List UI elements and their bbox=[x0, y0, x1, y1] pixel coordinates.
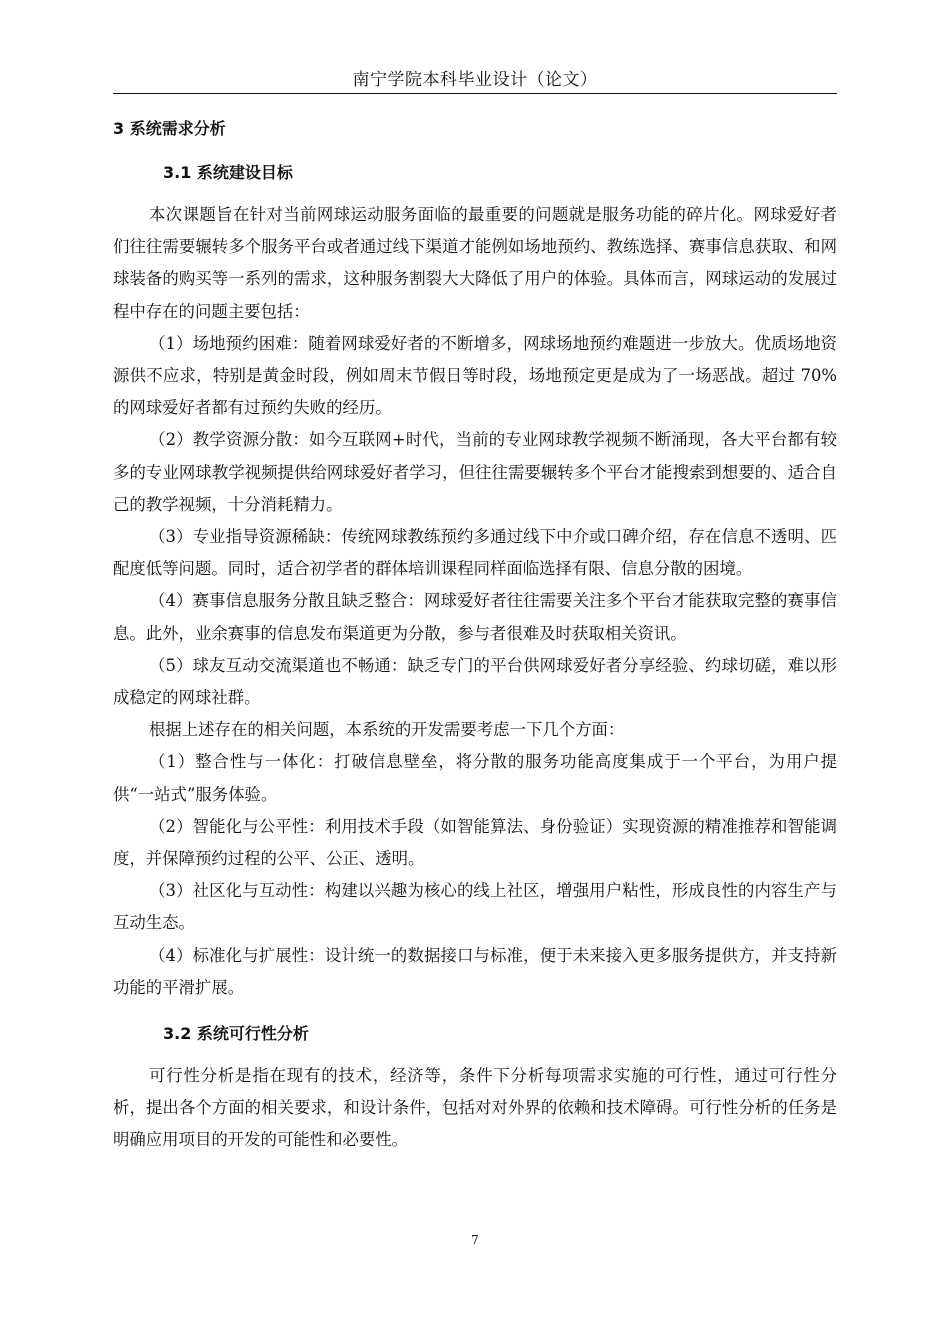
page-body bbox=[113, 113, 837, 1157]
paragraph: （4）标准化与扩展性：设计统一的数据接口与标准，便于未来接入更多服务提供方，并支持新功能的平滑扩展。 bbox=[113, 945, 837, 997]
section-title-3-2: 3.2 系统可行性分析 bbox=[163, 1024, 309, 1044]
page-header: 南宁学院本科毕业设计（论文） bbox=[352, 70, 598, 90]
header-rule bbox=[113, 93, 837, 94]
paragraph: （5）球友互动交流渠道也不畅通：缺乏专门的平台供网球爱好者分享经验、约球切磋，难以形成稳定的网球社群。 bbox=[113, 655, 837, 708]
paragraph: （2）智能化与公平性：利用技术手段（如智能算法、身份验证）实现资源的精准推荐和智能调度，并保障预约过程的公平、公正、透明。 bbox=[113, 816, 837, 869]
paragraph: （2）教学资源分散：如今互联网+时代，当前的专业网球教学视频不断涌现，各大平台都有较多的专业网球教学视频提供给网球爱好者学习，但往往需要辗转多个平台才能搜索到想要的、适合自己的教学视频，十分消耗精力。 bbox=[113, 430, 837, 514]
paragraph: （3）专业指导资源稀缺：传统网球教练预约多通过线下中介或口碑介绍，存在信息不透明、匹配度低等问题。同时，适合初学者的群体培训课程同样面临选择有限、信息分散的困境。 bbox=[113, 527, 837, 579]
paragraph: （3）社区化与互动性：构建以兴趣为核心的线上社区，增强用户粘性，形成良性的内容生产与互动生态。 bbox=[113, 881, 837, 933]
paragraph: （1）整合性与一体化：打破信息壁垒，将分散的服务功能高度集成于一个平台，为用户提供“一站式”服务体验。 bbox=[113, 752, 837, 804]
paragraph: （1）场地预约困难：随着网球爱好者的不断增多，网球场地预约难题进一步放大。优质场地资源供不应求，特别是黄金时段，例如周末节假日等时段，场地预定更是成为了一场恶战。超过 70%的网球爱好者都有过预约失败的经历。 bbox=[113, 333, 837, 418]
page-number: 7 bbox=[471, 1233, 479, 1247]
paragraph: （4）赛事信息服务分散且缺乏整合：网球爱好者往往需要关注多个平台才能获取完整的赛事信息。此外，业余赛事的信息发布渠道更为分散，参与者很难及时获取相关资讯。 bbox=[113, 591, 837, 643]
paragraph: 可行性分析是指在现有的技术，经济等，条件下分析每项需求实施的可行性，通过可行性分析，提出各个方面的相关要求，和设计条件，包括对对外界的依赖和技术障碍。可行性分析的任务是明确应用项目的开发的可能性和必要性。 bbox=[113, 1066, 837, 1150]
paragraph: 本次课题旨在针对当前网球运动服务面临的最重要的问题就是服务功能的碎片化。网球爱好者们往往需要辗转多个服务平台或者通过线下渠道才能例如场地预约、教练选择、赛事信息获取、和网球装备的购买等一系列的需求，这种服务割裂大大降低了用户的体验。具体而言，网球运动的发展过程中存在的问题主要包括： bbox=[113, 205, 837, 321]
section-title-3-1: 3.1 系统建设目标 bbox=[163, 163, 293, 182]
chapter-title: 3 系统需求分析 bbox=[113, 119, 226, 138]
paragraph: 根据上述存在的相关问题，本系统的开发需要考虑一下几个方面： bbox=[149, 720, 625, 740]
